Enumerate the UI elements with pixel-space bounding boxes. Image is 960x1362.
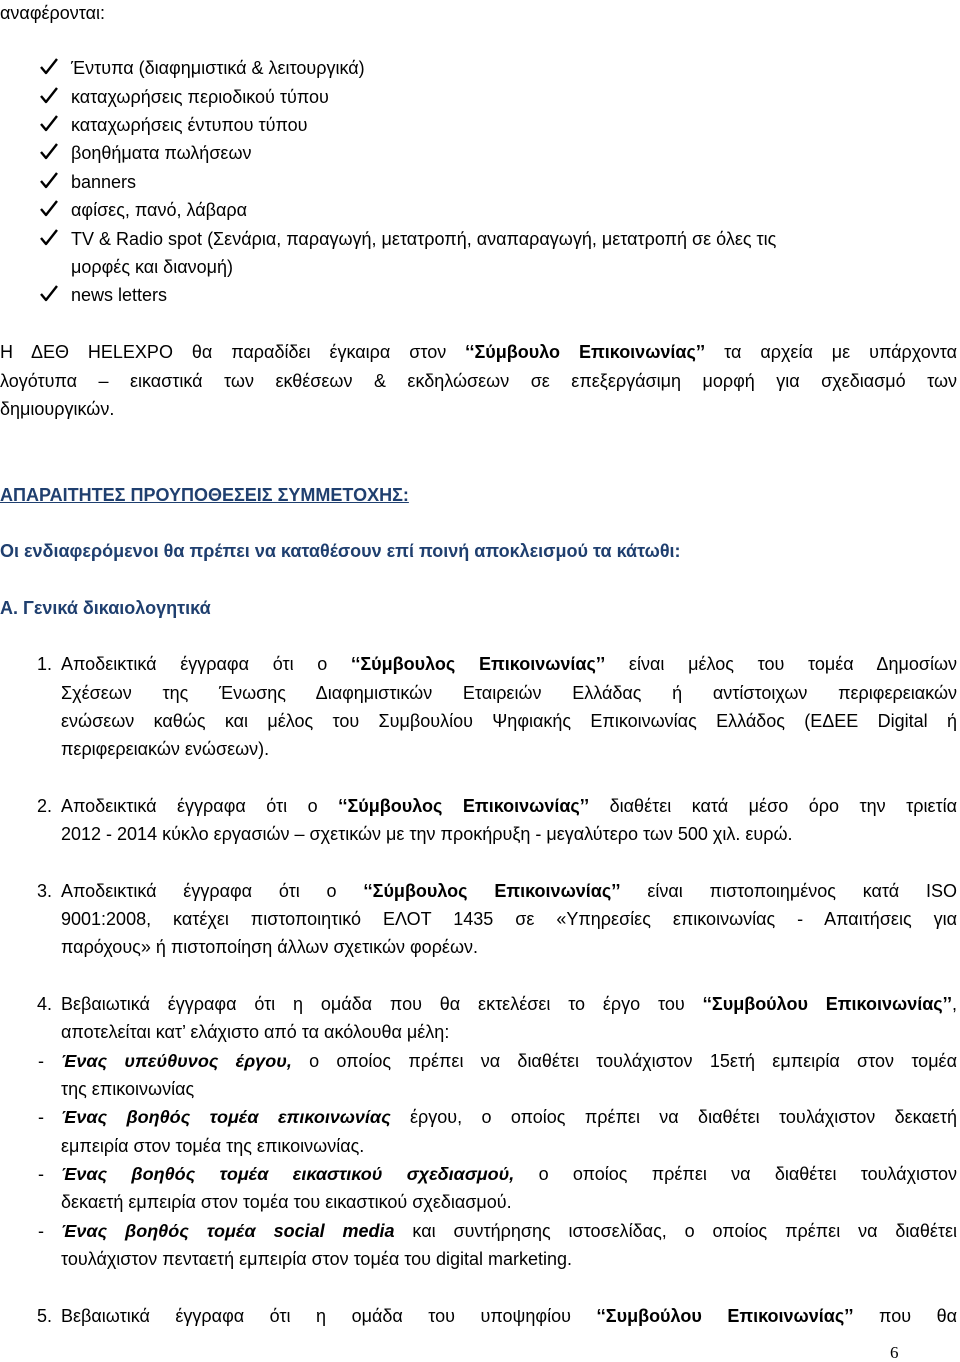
list-dash: - [38, 1107, 44, 1127]
section-a-title: Α. Γενικά δικαιολογητικά [0, 598, 211, 618]
item-number: 1. [37, 654, 53, 674]
checklist-item: TV & Radio spot (Σενάρια, παραγωγή, μετατροπή, αναπαραγωγή, μετατροπή σε όλες τις [71, 229, 777, 249]
item-line: Αποδεικτικά έγγραφα ότι ο ‘‘Σύμβουλος Επικοινωνίας’’ είναι μέλος του τομέα Δημοσίων [61, 654, 957, 674]
member-line: της επικοινωνίας [61, 1079, 195, 1099]
item-line: παρόχους» ή πιστοποίηση άλλων σχετικών φορέων. [61, 937, 479, 957]
item-number: 4. [37, 994, 53, 1014]
item-line: ενώσεων καθώς και μέλος του Συμβουλίου Ψηφιακής Επικοινωνίας Ελλάδος (ΕΔΕΕ Digital ή [61, 711, 957, 731]
member-line: Ένας βοηθός τομέα εικαστικού σχεδιασμού, ο οποίος πρέπει να διαθέτει τουλάχιστον [61, 1164, 957, 1184]
item-line: Αποδεικτικά έγγραφα ότι ο ‘‘Σύμβουλος Επικοινωνίας’’ είναι πιστοποιημένος κατά ISO [61, 881, 957, 901]
item-number: 2. [37, 796, 53, 816]
section-subheading: Οι ενδιαφερόμενοι θα πρέπει να καταθέσουν επί ποινή αποκλεισμού τα κάτωθι: [0, 541, 681, 561]
item-line: Αποδεικτικά έγγραφα ότι ο ‘‘Σύμβουλος Επικοινωνίας’’ διαθέτει κατά μέσο όρο την τριετία [61, 796, 957, 816]
item-line: περιφερειακών ενώσεων). [61, 739, 270, 759]
item-line: Βεβαιωτικά έγγραφα ότι η ομάδα που θα εκτελέσει το έργο του ‘‘Συμβούλου Επικοινωνίας’’, [61, 994, 957, 1014]
checklist-item: βοηθήματα πωλήσεων [71, 143, 252, 163]
checklist-item: καταχωρήσεις περιοδικού τύπου [71, 87, 329, 107]
checklist-item: καταχωρήσεις έντυπου τύπου [71, 115, 308, 135]
checkmark-icon [38, 85, 60, 107]
checkmark-icon [38, 170, 60, 192]
checklist-item: Έντυπα (διαφημιστικά & λειτουργικά) [71, 58, 365, 78]
page-number: 6 [890, 1343, 899, 1362]
item-line: Βεβαιωτικά έγγραφα ότι η ομάδα του υποψηφίου ‘‘Συμβούλου Επικοινωνίας’’ που θα [61, 1306, 958, 1326]
paragraph-line: Η ΔΕΘ HELEXPO θα παραδίδει έγκαιρα στον ‘‘Σύμβουλο Επικοινωνίας’’ τα αρχεία με υπάρχοντα [0, 342, 958, 362]
item-number: 3. [37, 881, 53, 901]
list-dash: - [38, 1221, 44, 1241]
checkmark-icon [38, 113, 60, 135]
checkmark-icon [38, 198, 60, 220]
checkmark-icon [38, 227, 60, 249]
member-line: τουλάχιστον πενταετή εμπειρία στον τομέα του digital marketing. [61, 1249, 573, 1269]
checkmark-icon [38, 141, 60, 163]
list-dash: - [38, 1051, 44, 1071]
checkmark-icon [38, 283, 60, 305]
item-number: 5. [37, 1306, 53, 1326]
item-line: αποτελείται κατ’ ελάχιστο από τα ακόλουθα μέλη: [61, 1022, 450, 1042]
item-line: Σχέσεων της Ένωσης Διαφημιστικών Εταιρειών Ελλάδας ή αντίστοιχων περιφερειακών [61, 683, 957, 703]
checkmark-icon [38, 56, 60, 78]
item-line: 9001:2008, κατέχει πιστοποιητικό ΕΛΟΤ 1435 σε «Υπηρεσίες επικοινωνίας - Απαιτήσεις για [61, 909, 957, 929]
member-line: Ένας υπεύθυνος έργου, ο οποίος πρέπει να διαθέτει τουλάχιστον 15ετή εμπειρία στον τομέα [61, 1051, 957, 1071]
paragraph-line: δημιουργικών. [0, 399, 115, 419]
checklist-item: banners [71, 172, 137, 192]
member-line: Ένας βοηθός τομέα social media και συντήρησης ιστοσελίδας, ο οποίος πρέπει να διαθέτει [61, 1221, 957, 1241]
list-dash: - [38, 1164, 44, 1184]
intro-text: αναφέρονται: [0, 3, 106, 23]
member-line: Ένας βοηθός τομέα επικοινωνίας έργου, ο οποίος πρέπει να διαθέτει τουλάχιστον δεκαετή [61, 1107, 957, 1127]
item-line: 2012 - 2014 κύκλο εργασιών – σχετικών με την προκήρυξη - μεγαλύτερο των 500 χιλ. ευρώ. [61, 824, 793, 844]
section-heading: ΑΠΑΡΑΙΤΗΤΕΣ ΠΡΟΥΠΟΘΕΣΕΙΣ ΣΥΜΜΕΤΟΧΗΣ: [0, 485, 409, 505]
checklist-item-continuation: μορφές και διανομή) [71, 257, 233, 277]
paragraph-line: λογότυπα – εικαστικά των εκθέσεων & εκδηλώσεων σε επεξεργάσιμη μορφή για σχεδιασμό των [0, 371, 957, 391]
member-line: εμπειρία στον τομέα της επικοινωνίας. [61, 1136, 365, 1156]
checklist-item: news letters [71, 285, 168, 305]
member-line: δεκαετή εμπειρία στον τομέα του εικαστικού σχεδιασμού. [61, 1192, 512, 1212]
checklist-item: αφίσες, πανό, λάβαρα [71, 200, 248, 220]
